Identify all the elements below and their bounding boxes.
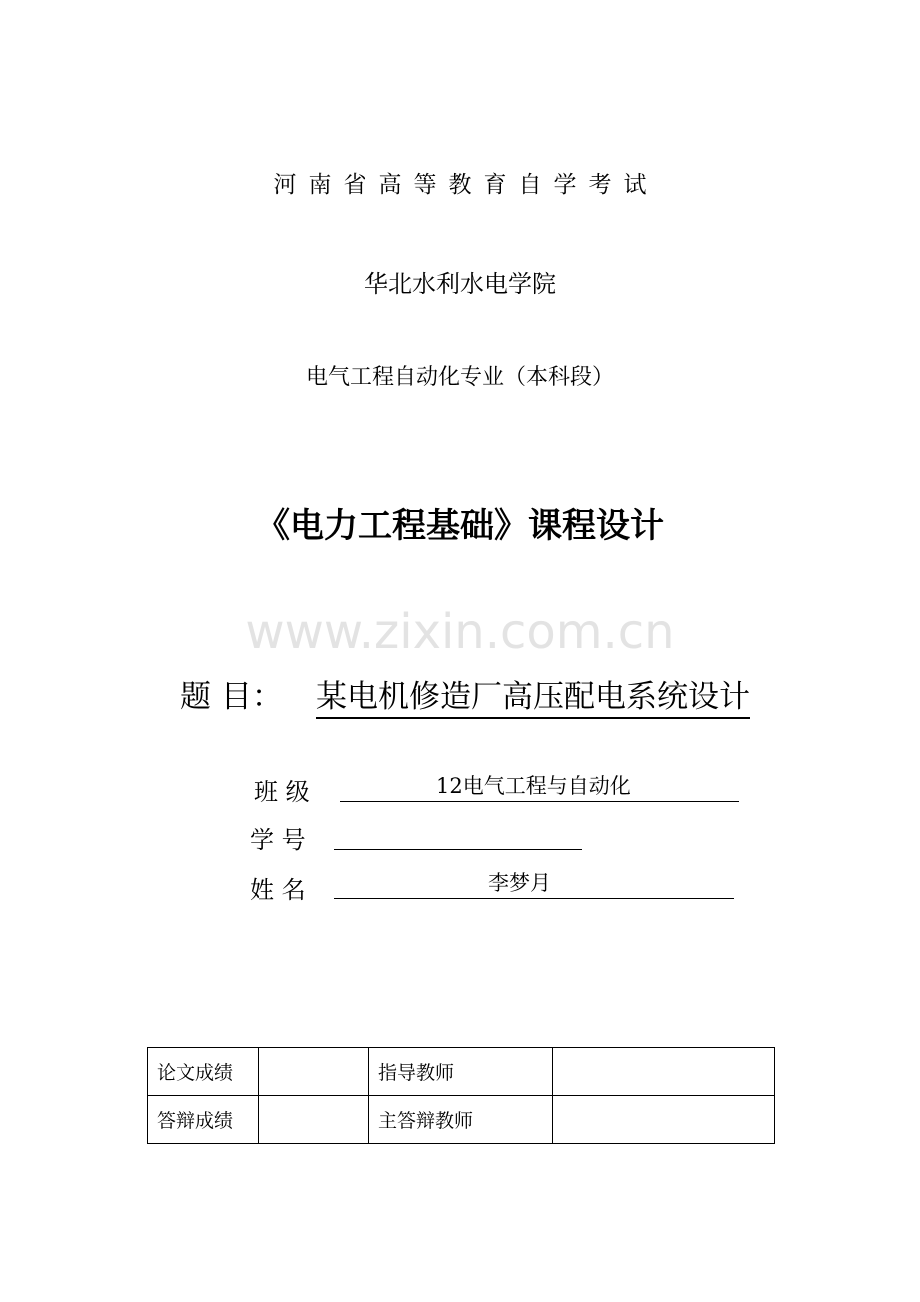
exam-name: 河南省高等教育自学考试	[273, 172, 659, 198]
chief-examiner-value	[553, 1096, 775, 1144]
table-row	[148, 1096, 775, 1144]
student-id-field	[334, 819, 582, 850]
thesis-grade-value	[259, 1048, 369, 1096]
chief-examiner-label: 主答辩教师	[369, 1096, 553, 1144]
topic-value: 某电机修造厂高压配电系统设计	[316, 671, 750, 719]
class-field	[340, 771, 739, 802]
table-row	[148, 1048, 775, 1096]
school-name: 华北水利水电学院	[364, 270, 556, 298]
student-id-label: 学 号	[250, 826, 306, 854]
defense-grade-value	[259, 1096, 369, 1144]
advisor-value	[553, 1048, 775, 1096]
name-value: 李梦月	[488, 871, 551, 895]
thesis-grade-label: 论文成绩	[148, 1048, 259, 1096]
class-value: 12电气工程与自动化	[436, 774, 631, 798]
watermark-text: www.zixin.com.cn	[245, 604, 675, 660]
topic-label: 题 目：	[180, 679, 283, 715]
class-label: 班 级	[254, 778, 310, 806]
grade-table	[147, 1047, 775, 1144]
name-label: 姓 名	[250, 876, 306, 904]
defense-grade-label: 答辩成绩	[148, 1096, 259, 1144]
course-title: 《电力工程基础》课程设计	[256, 506, 664, 546]
advisor-label: 指导教师	[369, 1048, 553, 1096]
major-name: 电气工程自动化专业（本科段）	[305, 365, 614, 390]
name-field	[334, 868, 734, 899]
